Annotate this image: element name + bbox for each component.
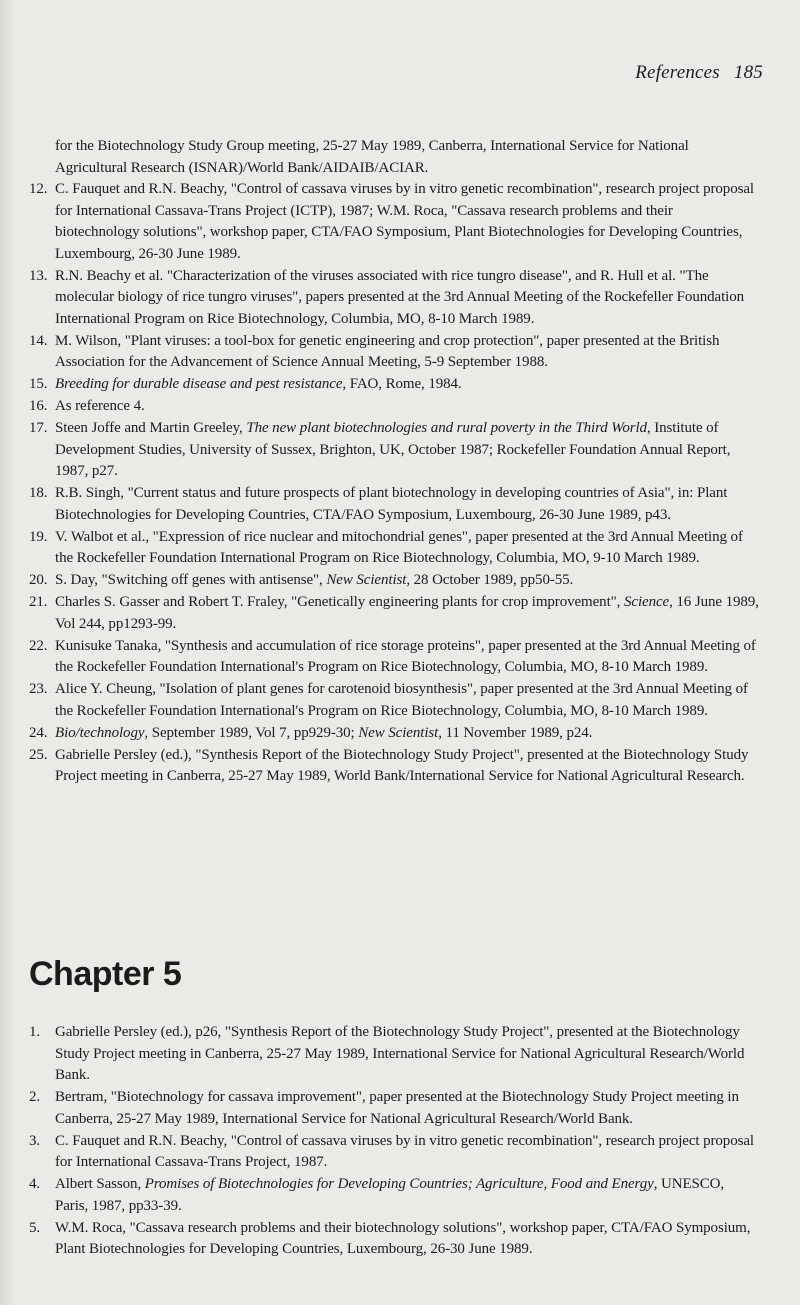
reference-text: M. Wilson, "Plant viruses: a tool-box for genetic engineering and crop protection", paper presented at the British Association for the Advancement of Science Annual Meeting, 5-9 September 1988. bbox=[55, 332, 720, 370]
reference-item bbox=[29, 418, 759, 483]
reference-title-italic: Breeding for durable disease and pest resistance bbox=[55, 376, 343, 392]
reference-item bbox=[29, 723, 759, 745]
chapter-5-references-list bbox=[29, 1022, 759, 1261]
reference-text: As reference 4. bbox=[55, 398, 145, 414]
reference-item bbox=[29, 592, 759, 635]
page-binding-edge bbox=[0, 0, 16, 1305]
reference-number: 2. bbox=[29, 1089, 41, 1105]
reference-item bbox=[29, 1218, 759, 1261]
reference-text: , 28 October 1989, pp50-55. bbox=[406, 572, 574, 588]
reference-number: 18. bbox=[29, 485, 48, 501]
reference-items bbox=[29, 1022, 759, 1261]
reference-number: 22. bbox=[29, 637, 48, 654]
reference-item bbox=[29, 266, 759, 331]
reference-title-italic: Science bbox=[623, 594, 670, 610]
reference-text: , September 1989, Vol 7, pp929-30; bbox=[144, 724, 359, 741]
reference-item bbox=[29, 636, 759, 679]
reference-title-italic: Promises of Biotechnologies for Developing Countries; Agriculture, Food and Energy bbox=[144, 1176, 654, 1192]
reference-title-italic: New Scientist bbox=[326, 572, 407, 588]
reference-text: W.M. Roca, "Cassava research problems and their biotechnology solutions", workshop paper, CTA/FAO Symposium, Plant Biotechnologies for Developing Countries, Luxembourg, 26-30 June 1989. bbox=[55, 1219, 751, 1257]
reference-number: 25. bbox=[29, 746, 48, 763]
reference-number: 3. bbox=[29, 1132, 41, 1149]
reference-item bbox=[29, 1131, 759, 1174]
running-header bbox=[635, 62, 763, 84]
reference-item bbox=[29, 527, 759, 570]
reference-text: Gabrielle Persley (ed.), "Synthesis Report of the Biotechnology Study Project", presented at the Biotechnology Study Project meeting in Canberra, 25-27 May 1989, World Bank/International Service for National Agricultural Research. bbox=[55, 746, 749, 784]
reference-number: 5. bbox=[29, 1219, 41, 1236]
reference-number: 19. bbox=[29, 528, 48, 545]
reference-number: 17. bbox=[29, 420, 48, 436]
reference-text: R.N. Beachy et al. "Characterization of the viruses associated with rice tungro disease", and R. Hull et al. "The molecular biology of rice tungro viruses", papers presented at the 3rd Annual Meeting of the Rockefeller Foundation International Program on Rice Biotechnology, Columbia, MO, 8-10 March 1989. bbox=[55, 267, 745, 327]
reference-text: V. Walbot et al., "Expression of rice nuclear and mitochondrial genes", paper presented at the 3rd Annual Meeting of the Rockefeller Foundation International Program on Rice Biotechnology, Columbia, MO, 9-10 March 1989. bbox=[55, 528, 743, 566]
reference-text: , FAO, Rome, 1984. bbox=[342, 376, 462, 392]
reference-text: Albert Sasson, bbox=[55, 1176, 145, 1192]
reference-item bbox=[29, 179, 759, 265]
reference-number: 21. bbox=[29, 594, 48, 610]
reference-number: 1. bbox=[29, 1024, 41, 1040]
reference-item bbox=[29, 374, 759, 396]
reference-item bbox=[29, 396, 759, 418]
reference-number: 23. bbox=[29, 681, 48, 697]
reference-text: Alice Y. Cheung, "Isolation of plant genes for carotenoid biosynthesis", paper presented at the 3rd Annual Meeting of the Rockefeller Foundation International's Program on Rice Biotechnology, Columbia, MO, 8-10 March 1989. bbox=[55, 681, 748, 719]
reference-number: 24. bbox=[29, 724, 48, 741]
reference-text: Kunisuke Tanaka, "Synthesis and accumulation of rice storage proteins", paper presented at the 3rd Annual Meeting of the Rockefeller Foundation International's Program on Rice Biotechnology, Columbia, MO, 8-10 March 1989. bbox=[55, 637, 756, 675]
reference-title-italic: New Scientist bbox=[358, 724, 439, 741]
reference-item bbox=[29, 1022, 759, 1087]
reference-continuation: for the Biotechnology Study Group meeting, 25-27 May 1989, Canberra, International Service for National Agricultural Research (ISNAR)/World Bank/AIDAIB/ACIAR. bbox=[55, 138, 689, 176]
reference-text: , Institute of Development Studies, University of Sussex, Brighton, UK, October 1987; Rockefeller Foundation Annual Report, 1987, p27. bbox=[55, 420, 731, 479]
chapter-heading: Chapter 5 bbox=[29, 955, 182, 993]
reference-text: S. Day, "Switching off genes with antisense", bbox=[55, 572, 327, 588]
reference-number: 15. bbox=[29, 376, 48, 392]
page-number: 185 bbox=[733, 62, 763, 83]
reference-text: Bertram, "Biotechnology for cassava improvement", paper presented at the Biotechnology Study Project meeting in Canberra, 25-27 May 1989, International Service for National Agricultural Research/World Bank. bbox=[55, 1089, 739, 1127]
running-header-title: References bbox=[635, 62, 720, 83]
reference-number: 14. bbox=[29, 332, 48, 349]
reference-text: , 16 June 1989, Vol 244, pp1293-99. bbox=[55, 594, 759, 632]
reference-number: 13. bbox=[29, 267, 48, 284]
references-list-continued bbox=[29, 136, 759, 788]
reference-item bbox=[29, 483, 759, 526]
reference-item bbox=[29, 570, 759, 592]
reference-item bbox=[29, 331, 759, 374]
reference-number: 16. bbox=[29, 398, 48, 414]
reference-number: 20. bbox=[29, 572, 48, 588]
reference-item bbox=[29, 1087, 759, 1130]
reference-number: 12. bbox=[29, 181, 48, 197]
reference-text: Gabrielle Persley (ed.), p26, "Synthesis Report of the Biotechnology Study Project", presented at the Biotechnology Study Project meeting in Canberra, 25-27 May 1989, International Service for National Agricultural Research/World Bank. bbox=[55, 1024, 745, 1083]
reference-text: Steen Joffe and Martin Greeley, bbox=[55, 420, 247, 436]
reference-item bbox=[29, 1174, 759, 1217]
reference-items bbox=[29, 179, 759, 788]
reference-text: C. Fauquet and R.N. Beachy, "Control of cassava viruses by in vitro genetic recombination", research project proposal for International Cassava-Trans Project (ICTP), 1987; W.M. Roca, "Cassava research problems and their biotechnology solutions", workshop paper, CTA/FAO Symposium, Plant Biotechnologies for Developing Countries, Luxembourg, 26-30 June 1989. bbox=[55, 181, 754, 262]
reference-text: , 11 November 1989, p24. bbox=[438, 724, 593, 741]
reference-item bbox=[29, 745, 759, 788]
reference-text: Charles S. Gasser and Robert T. Fraley, "Genetically engineering plants for crop improvement", bbox=[55, 594, 624, 610]
reference-text: , UNESCO, Paris, 1987, pp33-39. bbox=[55, 1176, 725, 1214]
reference-title-italic: Bio/technology bbox=[55, 724, 145, 741]
reference-text: R.B. Singh, "Current status and future prospects of plant biotechnology in developing countries of Asia", in: Plant Biotechnologies for Developing Countries, CTA/FAO Symposium, Luxembourg, 26-30 June 1989, p43. bbox=[55, 485, 728, 523]
reference-number: 4. bbox=[29, 1176, 41, 1192]
reference-item bbox=[29, 679, 759, 722]
reference-text: C. Fauquet and R.N. Beachy, "Control of cassava viruses by in vitro genetic recombination", research project proposal for International Cassava-Trans Project, 1987. bbox=[55, 1132, 754, 1170]
reference-title-italic: The new plant biotechnologies and rural poverty in the Third World bbox=[246, 420, 647, 436]
